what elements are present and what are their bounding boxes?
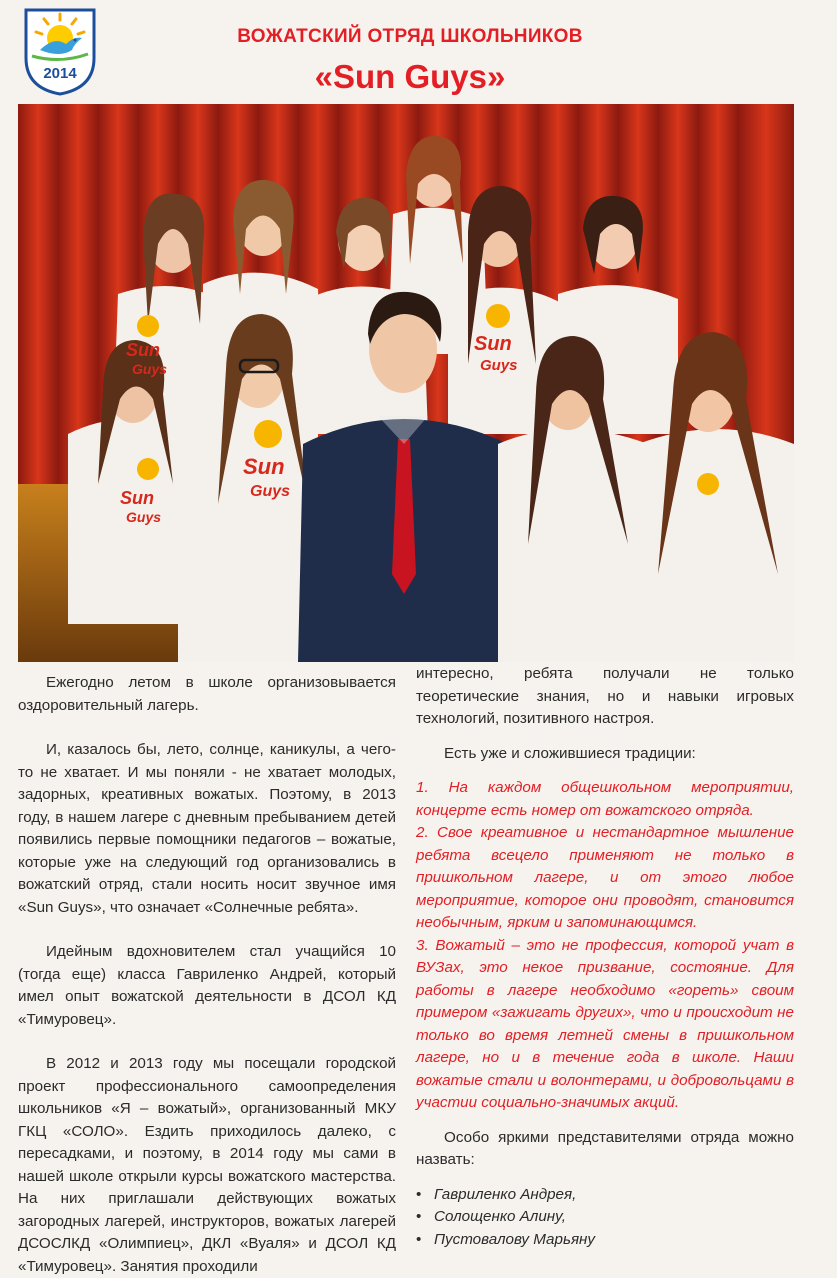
representative-item: • Солощенко Алину,: [416, 1206, 794, 1229]
representative-item: • Гавриленко Андрея,: [416, 1184, 794, 1207]
representative-item: • Пустовалову Марьяну: [416, 1229, 794, 1252]
tradition-item: 2. Свое креативное и нестандартное мышление ребята всецело применяют не только в пришкольном лагере, и от этого любое мероприятие, которое они проводят, становится необычным, ярким и запоминающимся.: [416, 824, 794, 931]
traditions-intro: Есть уже и сложившиеся традиции:: [444, 744, 696, 762]
shirt-logo-text: Sun: [120, 488, 154, 508]
representatives-intro: Особо яркими представителями отряда можно назвать:: [416, 1128, 794, 1168]
page-title-line1: ВОЖАТСКИЙ ОТРЯД ШКОЛЬНИКОВ: [237, 26, 583, 47]
shirt-logo-text: Sun: [474, 333, 512, 355]
shirt-logo-text: Guys: [126, 509, 162, 525]
article-paragraph: интересно, ребята получали не только теоретические знания, но и навыки игровых технологий, позитивного настроя.: [416, 665, 794, 727]
article-left-column: [18, 672, 396, 1278]
page-title-line2: «Sun Guys»: [314, 58, 506, 95]
shirt-logo-text: Guys: [480, 357, 518, 374]
shirt-logo-text: Sun: [126, 340, 160, 360]
article-paragraph: В 2012 и 2013 году мы посещали городской проект профессионального самоопределения школьников «Я – вожатый», организованный МКУ ГКЦ «СОЛО». Ездить приходилось далеко, с пересадками, и поэтому, в 2014 году мы сами в нашей школе открыли курсы вожатского мастерства. На них приглашали действующих вожатых загородных лагерей, инструкторов, вожатых лагерей ДСОСЛКД «Олимпиец», ДКЛ «Вуаля» и ДСОЛ КД «Тимуровец». Занятия проходили: [18, 1055, 396, 1275]
logo-year: 2014: [43, 65, 77, 82]
article-paragraph: Ежегодно летом в школе организовывается оздоровительный лагерь.: [18, 674, 396, 714]
tradition-item: 1. На каждом общешкольном мероприятии, концерте есть номер от вожатского отряда.: [416, 779, 794, 819]
shirt-logo-text: Guys: [250, 483, 291, 500]
shirt-logo-text: Sun: [243, 454, 285, 479]
article-paragraph: И, казалось бы, лето, солнце, каникулы, а чего-то не хватает. И мы поняли - не хватает молодых, задорных, креативных вожатых. Поэтому, в 2013 году, в нашем лагере с дневным пребыванием детей появились первые помощники педагогов – вожатые, которые уже на следующий год организовались в вожатский отряд, стали носить носит звучное имя «Sun Guys», что означает «Солнечные ребята».: [18, 741, 396, 916]
shirt-logo-text: Guys: [132, 361, 168, 377]
group-photo: [18, 104, 794, 662]
tradition-item: 3. Вожатый – это не профессия, которой учат в ВУЗах, это некое призвание, состояние. Для работы в лагере необходимо «гореть» своим примером «зажигать других», что и происходит не только во время летней смены в пришкольном лагере, но и в течение года в школе. Наши вожатые стали и волонтерами, и добровольцами в участии социально-значимых акций.: [416, 936, 794, 1111]
article-right-column: [416, 663, 794, 1251]
sun-bird-logo-icon: [20, 6, 100, 96]
article-paragraph: Идейным вдохновителем стал учащийся 10 (тогда еще) класса Гавриленко Андрей, который имел опыт вожатской деятельности в ДСОЛ КД «Тимуровец».: [18, 943, 396, 1028]
